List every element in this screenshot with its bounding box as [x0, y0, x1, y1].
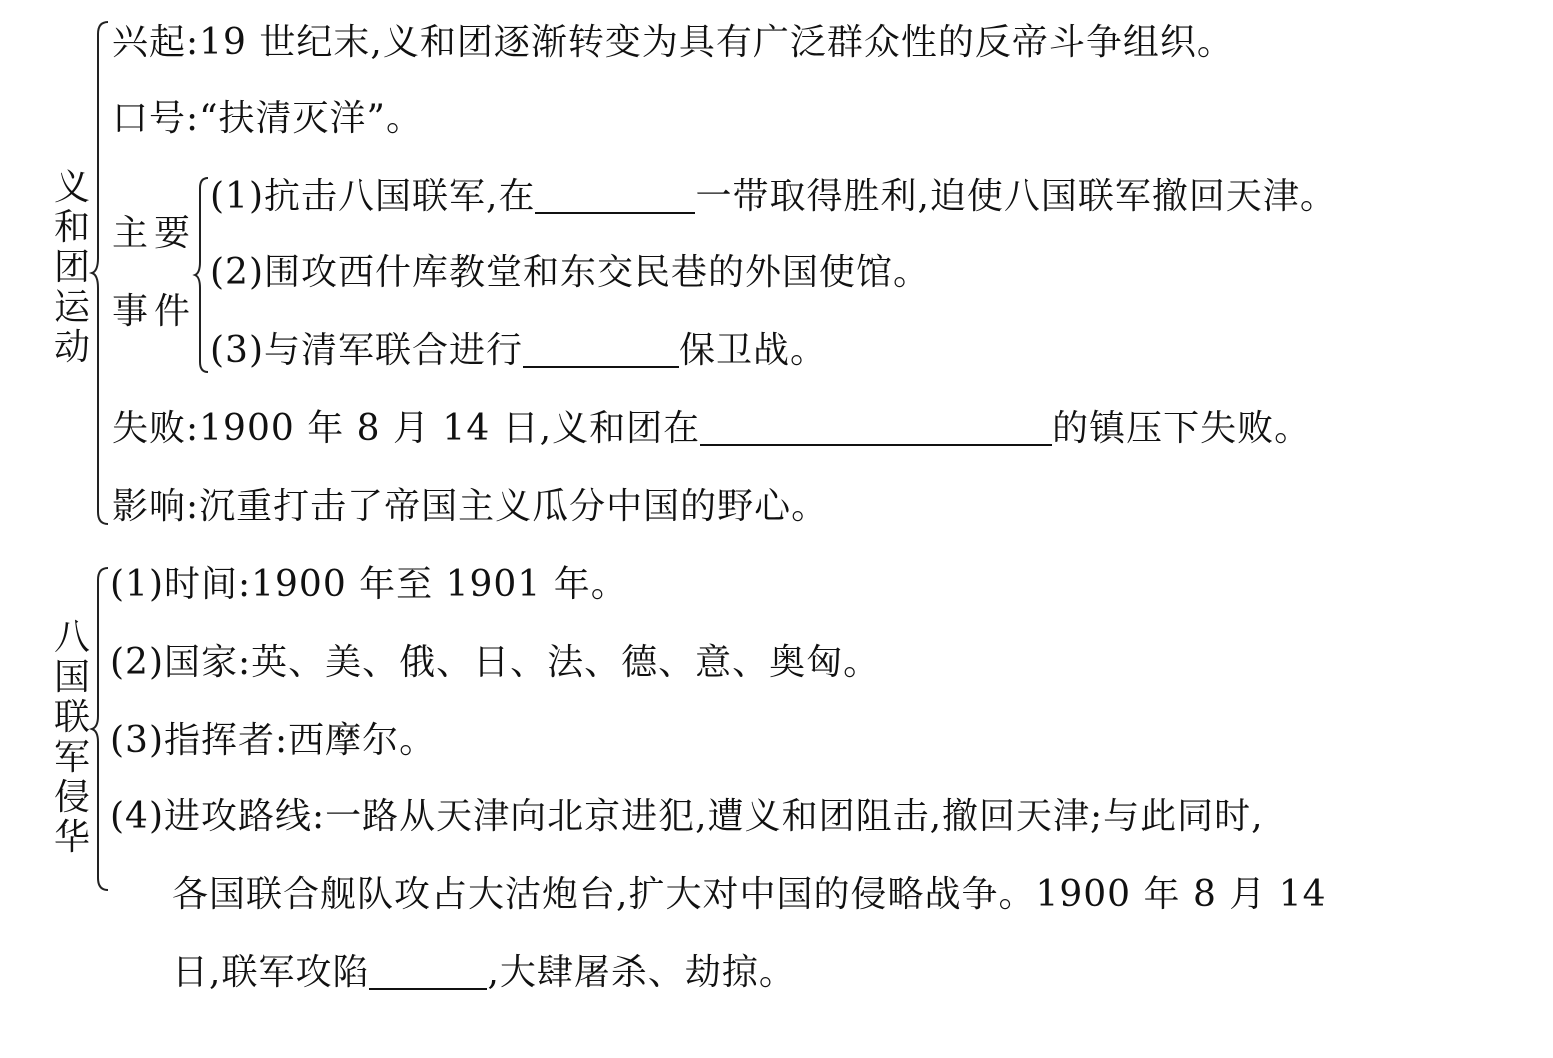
failure-blank[interactable]: [700, 412, 1052, 446]
event3-text-after: 保卫战。: [679, 330, 828, 371]
item4-blank[interactable]: [369, 956, 487, 990]
item4-line3: [172, 952, 796, 994]
event3-text-before: (3)与清军联合进行: [210, 330, 523, 371]
event1-line: [210, 176, 1337, 218]
section1-brace: [94, 22, 110, 524]
event1-text-after: 一带取得胜利,迫使八国联军撤回天津。: [695, 176, 1337, 217]
item3-line: (3)指挥者:西摩尔。: [110, 720, 437, 761]
section2-title: 八国联军侵华: [53, 617, 90, 858]
item2-line: (2)国家:英、美、俄、日、法、德、意、奥匈。: [110, 642, 881, 683]
failure-text-before: 失败:1900 年 8 月 14 日,义和团在: [112, 408, 701, 449]
event1-text-before: (1)抗击八国联军,在: [210, 176, 536, 217]
event3-line: [210, 330, 827, 372]
influence-line: 影响:沉重打击了帝国主义瓜分中国的野心。: [112, 486, 829, 527]
item4-line3-after: ,大肆屠杀、劫掠。: [487, 952, 796, 993]
item4-line1: (4)进攻路线:一路从天津向北京进犯,遭义和团阻击,撤回天津;与此同时,: [110, 796, 1264, 837]
section1-title: 义和团运动: [53, 167, 90, 368]
item4-line3-before: 日,联军攻陷: [172, 952, 370, 993]
slogan-line: 口号:“扶清灭洋”。: [112, 98, 423, 139]
section2-brace: [94, 568, 110, 890]
item1-line: (1)时间:1900 年至 1901 年。: [110, 564, 628, 605]
event2-line: (2)围攻西什库教堂和东交民巷的外国使馆。: [210, 252, 930, 293]
events-label-top: 主要: [112, 213, 197, 254]
failure-line: [112, 408, 1311, 450]
event1-blank[interactable]: [535, 180, 695, 214]
item4-line2: 各国联合舰队攻占大沽炮台,扩大对中国的侵略战争。1900 年 8 月 14: [172, 874, 1327, 915]
rise-line: 兴起:19 世纪末,义和团逐渐转变为具有广泛群众性的反帝斗争组织。: [112, 22, 1234, 63]
event3-blank[interactable]: [523, 334, 679, 368]
events-label-bottom: 事件: [112, 291, 197, 332]
failure-text-after: 的镇压下失败。: [1052, 408, 1312, 449]
events-brace: [196, 178, 210, 372]
